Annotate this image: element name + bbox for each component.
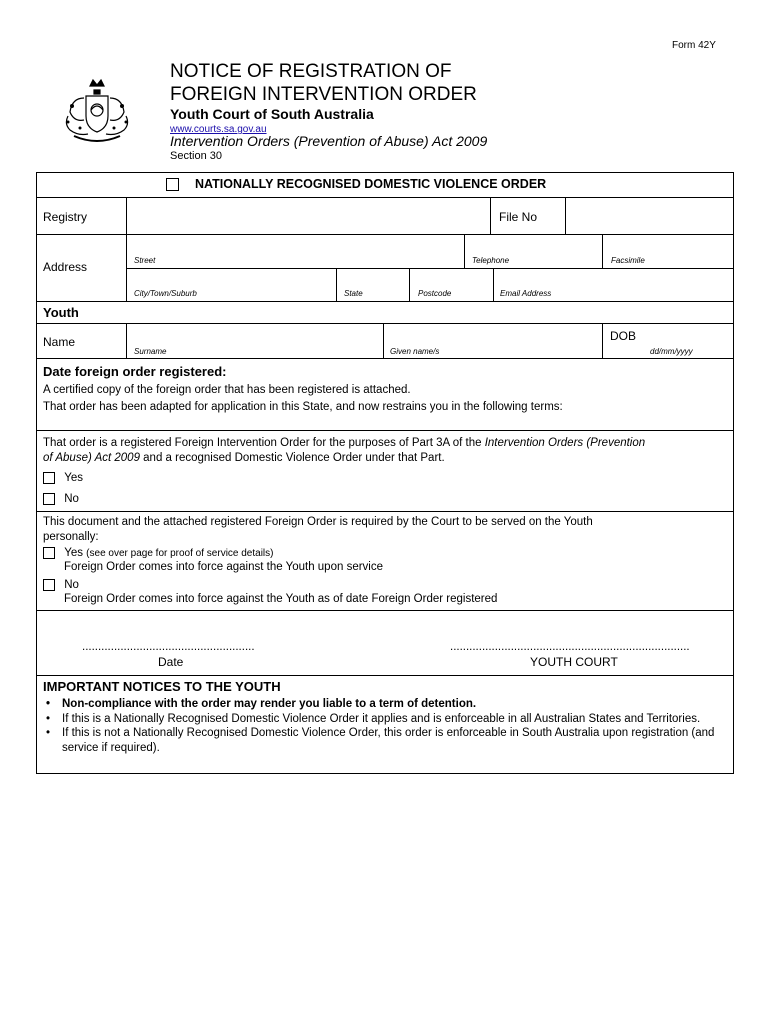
service-line2: personally: xyxy=(43,531,99,543)
notice-item: • Non-compliance with the order may render you liable to a term of detention. xyxy=(44,697,724,712)
website-link[interactable]: www.courts.sa.gov.au xyxy=(170,124,267,135)
registration-heading: Date foreign order registered: xyxy=(43,364,227,379)
section-ref: Section 30 xyxy=(170,150,222,162)
sa-coat-of-arms-icon xyxy=(60,76,134,146)
file-no-label: File No xyxy=(499,210,538,224)
form-title-line2: FOREIGN INTERVENTION ORDER xyxy=(170,84,477,105)
service-no-option: No xyxy=(43,578,79,593)
dob-label: DOB xyxy=(610,329,637,343)
registry-label: Registry xyxy=(43,210,88,224)
service-no-detail: Foreign Order comes into force against the Youth as of date Foreign Order registered xyxy=(64,593,498,605)
recognition-no-option: No xyxy=(43,492,79,507)
date-signature-line[interactable]: ...................................................... xyxy=(82,641,255,653)
recognition-yes-checkbox[interactable] xyxy=(43,472,55,484)
form-number: Form 42Y xyxy=(672,40,716,51)
divider xyxy=(36,301,734,302)
street-label: Street xyxy=(134,256,156,265)
divider xyxy=(36,610,734,611)
service-yes-option: Yes (see over page for proof of service details) xyxy=(43,546,274,561)
telephone-label: Telephone xyxy=(472,256,510,265)
city-label: City/Town/Suburb xyxy=(134,289,197,298)
divider xyxy=(490,197,491,234)
notices-list xyxy=(44,697,724,755)
notice-item: • If this is not a Nationally Recognised Domestic Violence Order, this order is enforceable in South Australia upon registration (and service if required). xyxy=(44,726,724,755)
service-yes-detail: Foreign Order comes into force against the Youth upon service xyxy=(64,561,383,573)
youth-heading: Youth xyxy=(43,305,79,320)
registry-field[interactable] xyxy=(127,198,489,233)
given-names-label: Given name/s xyxy=(390,347,440,356)
youth-court-label: YOUTH COURT xyxy=(530,655,618,669)
address-label: Address xyxy=(43,260,88,274)
nrdvo-checkbox[interactable] xyxy=(166,178,179,191)
date-label: Date xyxy=(158,655,184,669)
divider xyxy=(36,358,734,359)
divider xyxy=(36,511,734,512)
notices-heading: IMPORTANT NOTICES TO THE YOUTH xyxy=(43,679,281,694)
divider xyxy=(36,675,734,676)
nrdvo-label: NATIONALLY RECOGNISED DOMESTIC VIOLENCE ORDER xyxy=(195,177,547,191)
name-label: Name xyxy=(43,335,76,349)
court-name: Youth Court of South Australia xyxy=(170,106,374,122)
service-line1: This document and the attached registered Foreign Order is required by the Court to be served on the Youth xyxy=(43,516,593,528)
recognition-no-checkbox[interactable] xyxy=(43,493,55,505)
registration-line2: That order has been adapted for application in this State, and now restrains you in the following terms: xyxy=(43,401,563,413)
email-label: Email Address xyxy=(500,289,552,298)
postcode-label: Postcode xyxy=(418,289,452,298)
registration-line1: A certified copy of the foreign order that has been registered is attached. xyxy=(43,384,411,396)
service-no-checkbox[interactable] xyxy=(43,579,55,591)
surname-label: Surname xyxy=(134,347,167,356)
recognition-text: That order is a registered Foreign Intervention Order for the purposes of Part 3A of the Intervention Orders (Prevention of Abuse) Act 2009 and a recognised Domestic Violence Order under that Part. xyxy=(43,437,646,464)
service-yes-checkbox[interactable] xyxy=(43,547,55,559)
notice-item: • If this is a Nationally Recognised Domestic Violence Order it applies and is enforceable in all Australian States and Territories. xyxy=(44,712,724,727)
nrdvo-row xyxy=(166,177,546,191)
facsimile-label: Facsimile xyxy=(611,256,645,265)
divider xyxy=(36,430,734,431)
street-field[interactable] xyxy=(127,235,463,267)
recognition-yes-option: Yes xyxy=(43,471,83,486)
dob-format-hint: dd/mm/yyyy xyxy=(650,347,693,356)
youth-court-signature-line[interactable]: ........................................................................... xyxy=(450,641,690,653)
act-title: Intervention Orders (Prevention of Abuse) Act 2009 xyxy=(170,133,488,149)
form-title-line1: NOTICE OF REGISTRATION OF xyxy=(170,61,452,82)
file-no-field[interactable] xyxy=(566,198,732,233)
state-label: State xyxy=(344,289,363,298)
